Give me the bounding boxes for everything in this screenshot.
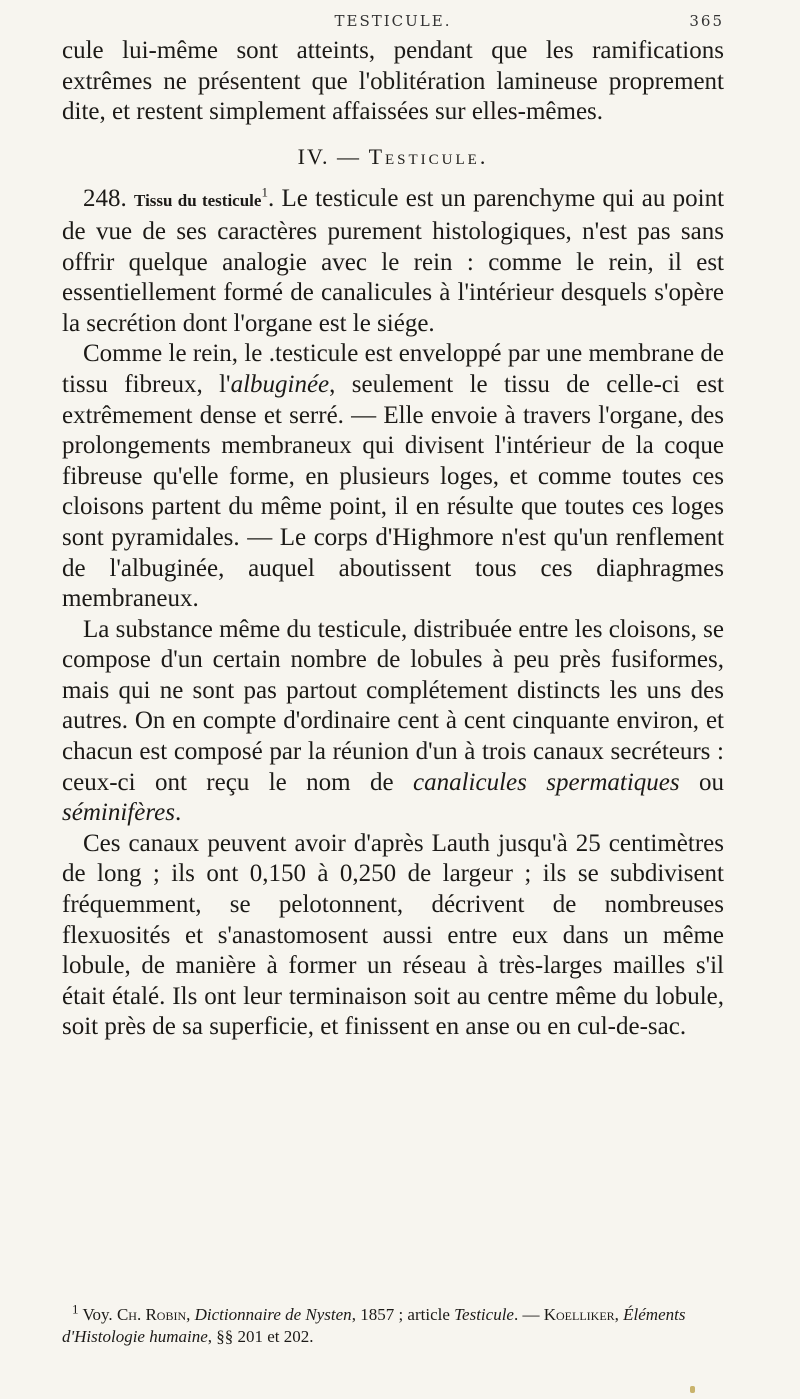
running-title: TESTICULE. <box>334 12 452 30</box>
footnote-marker: 1 <box>72 1301 79 1317</box>
section-title: Testicule. <box>368 143 489 169</box>
section-heading <box>62 142 724 173</box>
footnote-text: , §§ 201 et 202. <box>207 1327 314 1346</box>
paragraph-canaux: Ces canaux peuvent avoir d'après Lauth jusqu'à 25 centimètres de long ; ils ont 0,150 à 0,250 de largeur ; ils se subdivisent fréquemment, se pelotonnent, décrivent de nombreuses flexuosités et s'anastomosent aussi entre eux dans un même lobule, de manière à former un réseau à très-larges mailles s'il était étalé. Ils ont leur terminaison soit au centre même du lobule, soit près de sa superficie, et finissent en anse ou en cul-de-sac. <box>62 829 724 1041</box>
footnote-author: Koelliker <box>543 1305 615 1324</box>
footnote-text: Voy. <box>78 1305 117 1324</box>
paragraph-substance <box>62 615 724 829</box>
paragraph-albuginee <box>62 339 724 614</box>
footnote-reference: 1 <box>261 185 268 201</box>
paragraph-text: . Le testicule est un parenchyme qui au point de vue de ses caractères purement histologiques, n'est pas sans offrir quelque analogie avec le rein : comme le rein, il est essentiellement formé de canalicules à l'intérieur desquels s'opère la secrétion dont l'organe est le siége. <box>62 185 725 337</box>
footnotes <box>62 1301 724 1348</box>
footnote-text: . — <box>513 1305 544 1324</box>
paragraph-248 <box>62 184 724 339</box>
footnote-text: , <box>614 1305 624 1324</box>
term-canalicules: canalicules spermatiques <box>413 768 680 796</box>
paragraph-text: . <box>174 799 182 827</box>
footnote-article: Testicule <box>454 1305 514 1324</box>
footnote-text: , 1857 ; article <box>351 1305 455 1324</box>
ink-mark <box>690 1386 695 1393</box>
footnote-work: Éléments d'Histologie humaine <box>62 1305 686 1346</box>
footnote-work: Dictionnaire de Nysten <box>194 1305 352 1324</box>
term-albuginee: albuginée <box>230 370 330 398</box>
paragraph-text: La substance même du testicule, distribuée entre les cloisons, se compose d'un certain nombre de lobules à peu près fusiformes, mais qui ne sont pas partout complétement distincts les uns des autres. On en compte d'ordinaire cent à cent cinquante environ, et chacun est composé par la réunion d'un à trois canaux secréteurs : ceux-ci ont reçu le nom de <box>62 615 724 796</box>
paragraph-text: Comme le rein, le .testicule est enveloppé par une membrane de tissu fibreux, l' <box>62 340 724 398</box>
paragraph-text: ou <box>679 768 725 796</box>
footnote-1 <box>62 1301 724 1348</box>
paragraph-title: Tissu du testicule <box>134 191 262 211</box>
page-number: 365 <box>689 12 724 30</box>
main-text <box>62 36 724 1043</box>
section-number: IV. — <box>297 143 362 169</box>
paragraph-number: 248. <box>83 185 127 213</box>
footnote-text: , <box>186 1305 195 1324</box>
footnote-author: Ch. Robin <box>116 1305 187 1324</box>
intro-paragraph: cule lui-même sont atteints, pendant que les ramifications extrêmes ne présentent que l'oblitération lamineuse proprement dite, et restent simplement affaissées sur elles-mêmes. <box>62 37 724 126</box>
term-seminiferes: séminifères <box>62 799 175 827</box>
paragraph-text: , seulement le tissu de celle-ci est extrêmement dense et serré. — Elle envoie à travers l'organe, des prolongements membraneux qui divisent l'intérieur de la coque fibreuse qu'elle forme, en plusieurs loges, et comme toutes ces cloisons partent du même point, il en résulte que toutes ces loges sont pyramidales. — Le corps d'Highmore n'est qu'un renflement de l'albuginée, auquel aboutissent tous ces diaphragmes membraneux. <box>62 370 724 613</box>
